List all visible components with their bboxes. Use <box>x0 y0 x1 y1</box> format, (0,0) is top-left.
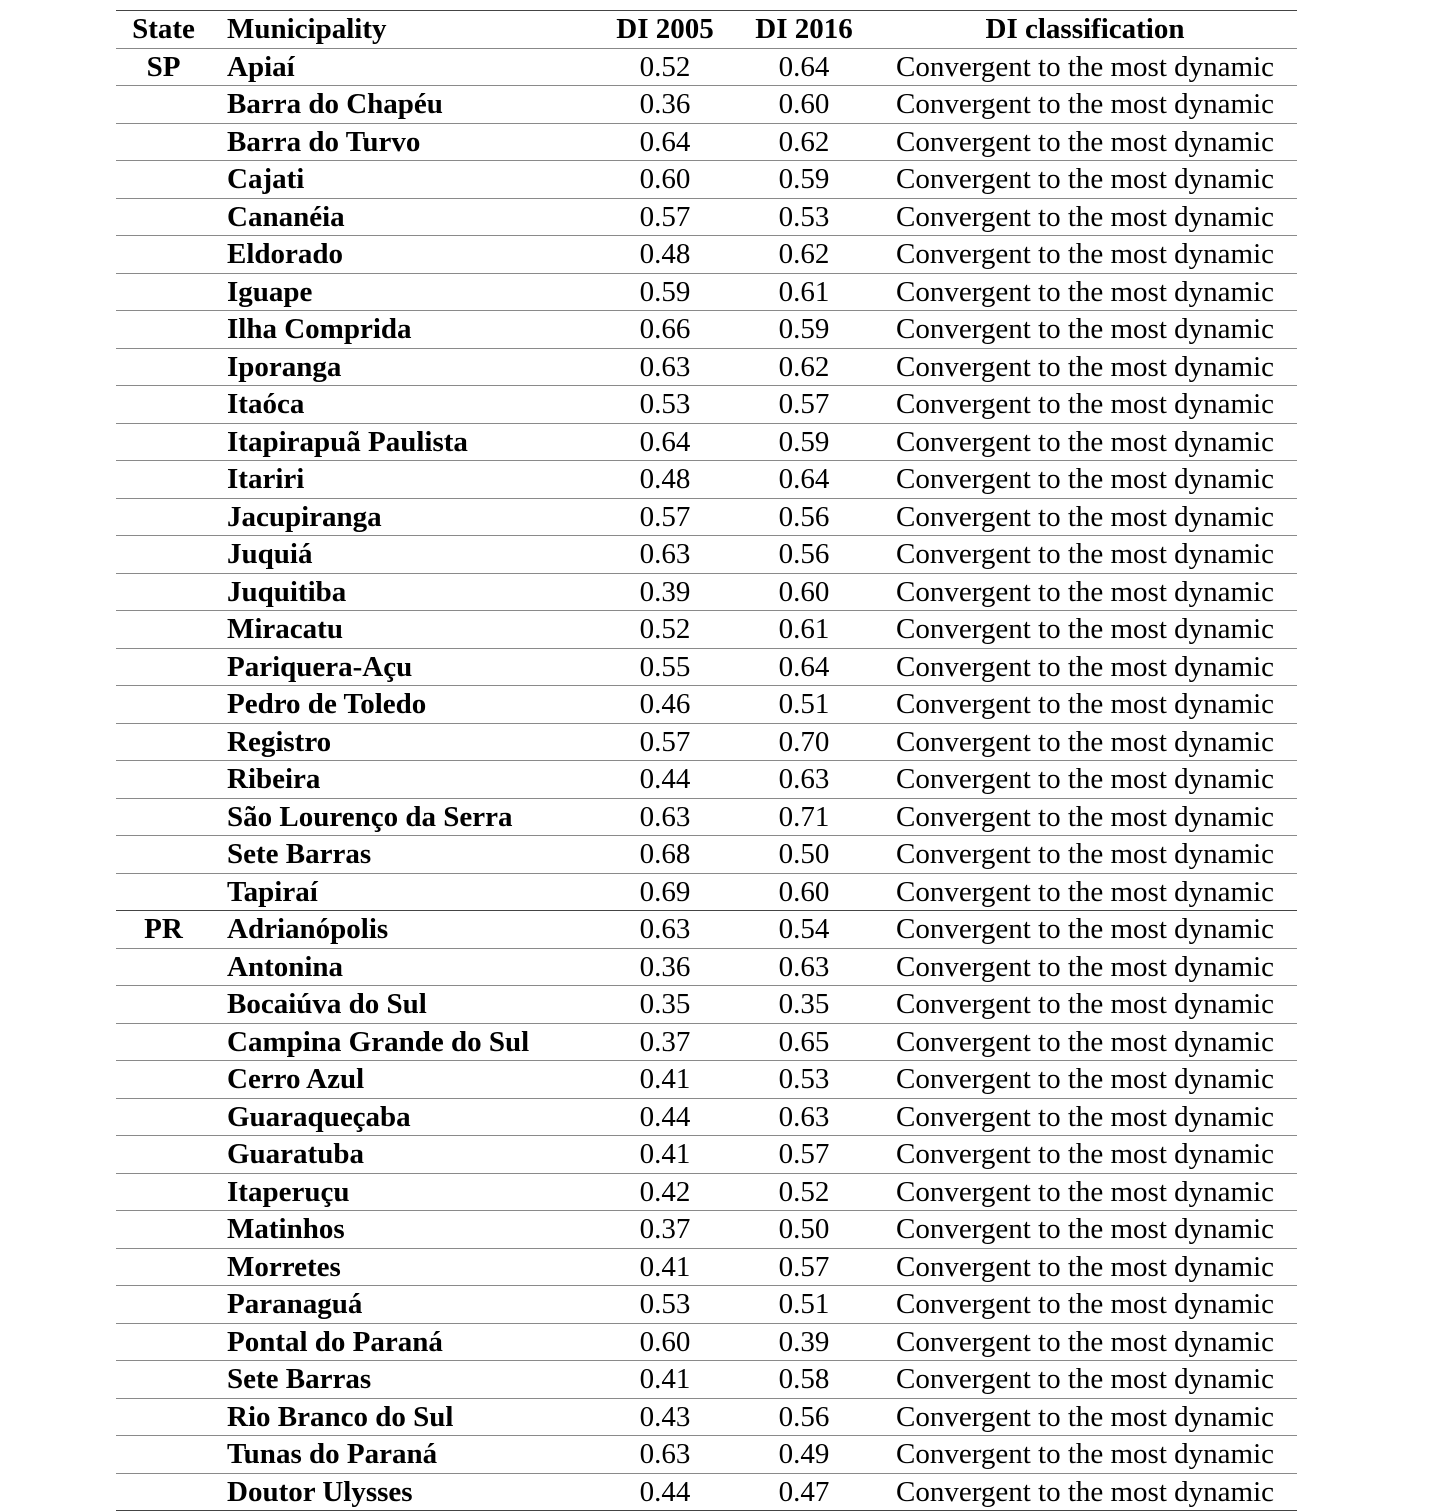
di-2005-cell: 0.41 <box>639 1138 691 1171</box>
di-2016-cell: 0.62 <box>778 350 830 383</box>
di-2005-cell: 0.53 <box>639 1288 691 1321</box>
di-2016-cell: 0.60 <box>778 88 830 121</box>
di-2005-cell: 0.69 <box>639 875 691 908</box>
municipality-cell: Cananéia <box>227 200 345 233</box>
table-row <box>116 1361 1297 1399</box>
header-municipality: Municipality <box>227 13 387 46</box>
table-row <box>116 1173 1297 1211</box>
table-row <box>116 873 1297 911</box>
di-2005-cell: 0.44 <box>639 1100 691 1133</box>
di-2005-cell: 0.63 <box>639 913 691 946</box>
municipality-cell: Cerro Azul <box>227 1063 365 1096</box>
state-cell <box>116 648 211 686</box>
municipality-cell: Barra do Turvo <box>227 125 421 158</box>
state-cell <box>116 1398 211 1436</box>
municipality-cell: Guaraqueçaba <box>227 1100 411 1133</box>
municipality-cell: Sete Barras <box>227 838 372 871</box>
table-row <box>116 236 1297 274</box>
state-cell <box>116 836 211 874</box>
di-classification-cell: Convergent to the most dynamic <box>895 388 1275 421</box>
di-2005-cell: 0.43 <box>639 1400 691 1433</box>
di-2016-cell: 0.71 <box>778 800 830 833</box>
di-2016-cell: 0.59 <box>778 163 830 196</box>
di-2016-cell: 0.54 <box>778 913 830 946</box>
di-2005-cell: 0.60 <box>639 163 691 196</box>
di-2005-cell: 0.63 <box>639 800 691 833</box>
di-classification-cell: Convergent to the most dynamic <box>895 1213 1275 1246</box>
di-2005-cell: 0.68 <box>639 838 691 871</box>
di-2016-cell: 0.62 <box>778 238 830 271</box>
table-row <box>116 1286 1297 1324</box>
header-di-2005: DI 2005 <box>616 13 714 46</box>
municipality-cell: Matinhos <box>227 1213 345 1246</box>
municipality-cell: Antonina <box>227 950 344 983</box>
state-cell <box>116 123 211 161</box>
table-row <box>116 386 1297 424</box>
di-2005-cell: 0.35 <box>639 988 691 1021</box>
di-classification-cell: Convergent to the most dynamic <box>895 913 1275 946</box>
table-body-pr <box>116 911 1297 1511</box>
di-2005-cell: 0.63 <box>639 538 691 571</box>
municipality-cell: Ilha Comprida <box>227 313 412 346</box>
di-classification-cell: Convergent to the most dynamic <box>895 763 1275 796</box>
di-2016-cell: 0.64 <box>778 50 830 83</box>
di-2005-cell: 0.57 <box>639 200 691 233</box>
di-2016-cell: 0.57 <box>778 1250 830 1283</box>
di-2016-cell: 0.58 <box>778 1363 830 1396</box>
table-row <box>116 911 1297 949</box>
state-cell <box>116 761 211 799</box>
di-2016-cell: 0.64 <box>778 463 830 496</box>
table-row <box>116 1023 1297 1061</box>
di-table <box>116 10 1297 1511</box>
di-2016-cell: 0.62 <box>778 125 830 158</box>
di-classification-cell: Convergent to the most dynamic <box>895 988 1275 1021</box>
state-cell <box>116 986 211 1024</box>
di-classification-cell: Convergent to the most dynamic <box>895 1138 1275 1171</box>
municipality-cell: Iguape <box>227 275 313 308</box>
di-classification-cell: Convergent to the most dynamic <box>895 1325 1275 1358</box>
di-2005-cell: 0.59 <box>639 275 691 308</box>
di-2016-cell: 0.65 <box>778 1025 830 1058</box>
di-2016-cell: 0.49 <box>778 1438 830 1471</box>
state-cell <box>116 198 211 236</box>
municipality-cell: Paranaguá <box>227 1288 363 1321</box>
di-classification-cell: Convergent to the most dynamic <box>895 1400 1275 1433</box>
table-row <box>116 86 1297 124</box>
table-row <box>116 836 1297 874</box>
municipality-cell: Juquiá <box>227 538 313 571</box>
state-cell <box>116 686 211 724</box>
di-classification-cell: Convergent to the most dynamic <box>895 350 1275 383</box>
di-2005-cell: 0.64 <box>639 125 691 158</box>
di-2005-cell: 0.57 <box>639 725 691 758</box>
di-2016-cell: 0.64 <box>778 650 830 683</box>
municipality-cell: Apiaí <box>227 50 295 83</box>
state-cell <box>116 948 211 986</box>
table-row <box>116 123 1297 161</box>
table-row <box>116 573 1297 611</box>
table-body-sp <box>116 48 1297 911</box>
municipality-cell: Jacupiranga <box>227 500 382 533</box>
di-classification-cell: Convergent to the most dynamic <box>895 238 1275 271</box>
municipality-cell: Miracatu <box>227 613 343 646</box>
state-cell <box>116 423 211 461</box>
state-cell <box>116 1098 211 1136</box>
di-2016-cell: 0.59 <box>778 313 830 346</box>
di-classification-cell: Convergent to the most dynamic <box>895 538 1275 571</box>
di-classification-cell: Convergent to the most dynamic <box>895 125 1275 158</box>
table-row <box>116 48 1297 86</box>
municipality-cell: Tunas do Paraná <box>227 1438 438 1471</box>
table-row <box>116 348 1297 386</box>
di-2016-cell: 0.61 <box>778 275 830 308</box>
di-2016-cell: 0.52 <box>778 1175 830 1208</box>
municipality-cell: São Lourenço da Serra <box>227 800 513 833</box>
state-cell <box>116 1023 211 1061</box>
di-classification-cell: Convergent to the most dynamic <box>895 1100 1275 1133</box>
header-di-classification: DI classification <box>985 13 1185 46</box>
state-cell <box>116 873 211 911</box>
table-row <box>116 1098 1297 1136</box>
table-row <box>116 798 1297 836</box>
di-2005-cell: 0.42 <box>639 1175 691 1208</box>
municipality-cell: Rio Branco do Sul <box>227 1400 454 1433</box>
table-row <box>116 161 1297 199</box>
state-cell <box>116 86 211 124</box>
di-2016-cell: 0.50 <box>778 838 830 871</box>
di-2005-cell: 0.41 <box>639 1063 691 1096</box>
di-2005-cell: 0.52 <box>639 613 691 646</box>
state-cell <box>116 536 211 574</box>
di-classification-cell: Convergent to the most dynamic <box>895 425 1275 458</box>
di-classification-cell: Convergent to the most dynamic <box>895 1063 1275 1096</box>
di-2005-cell: 0.37 <box>639 1025 691 1058</box>
di-classification-cell: Convergent to the most dynamic <box>895 838 1275 871</box>
municipality-cell: Morretes <box>227 1250 341 1283</box>
state-cell <box>116 498 211 536</box>
state-cell <box>116 236 211 274</box>
di-classification-cell: Convergent to the most dynamic <box>895 950 1275 983</box>
municipality-cell: Juquitiba <box>227 575 347 608</box>
di-classification-cell: Convergent to the most dynamic <box>895 500 1275 533</box>
di-2016-cell: 0.56 <box>778 1400 830 1433</box>
table-row <box>116 1211 1297 1249</box>
municipality-cell: Cajati <box>227 163 305 196</box>
state-cell <box>116 611 211 649</box>
municipality-cell: Guaratuba <box>227 1138 364 1171</box>
state-cell <box>116 1061 211 1099</box>
di-2005-cell: 0.63 <box>639 1438 691 1471</box>
di-2005-cell: 0.57 <box>639 500 691 533</box>
municipality-cell: Tapiraí <box>227 875 318 908</box>
di-2005-cell: 0.53 <box>639 388 691 421</box>
state-cell <box>116 273 211 311</box>
state-cell <box>116 1473 211 1511</box>
state-cell <box>116 311 211 349</box>
table-row <box>116 311 1297 349</box>
table-row <box>116 1136 1297 1174</box>
state-cell <box>116 1436 211 1474</box>
municipality-cell: Iporanga <box>227 350 342 383</box>
di-classification-cell: Convergent to the most dynamic <box>895 1025 1275 1058</box>
di-classification-cell: Convergent to the most dynamic <box>895 1475 1275 1508</box>
table-row <box>116 1061 1297 1099</box>
municipality-cell: Bocaiúva do Sul <box>227 988 427 1021</box>
header-state: State <box>132 13 195 46</box>
municipality-cell: Doutor Ulysses <box>227 1475 413 1508</box>
di-2016-cell: 0.60 <box>778 575 830 608</box>
municipality-cell: Pedro de Toledo <box>227 688 427 721</box>
municipality-cell: Pariquera-Açu <box>227 650 413 683</box>
di-2005-cell: 0.48 <box>639 463 691 496</box>
di-classification-cell: Convergent to the most dynamic <box>895 1363 1275 1396</box>
di-2016-cell: 0.39 <box>778 1325 830 1358</box>
di-2016-cell: 0.63 <box>778 763 830 796</box>
state-cell <box>116 161 211 199</box>
state-cell <box>116 386 211 424</box>
table-row <box>116 1398 1297 1436</box>
municipality-cell: Campina Grande do Sul <box>227 1025 530 1058</box>
municipality-cell: Adrianópolis <box>227 913 389 946</box>
table-header <box>116 11 1297 49</box>
di-2005-cell: 0.48 <box>639 238 691 271</box>
di-2016-cell: 0.57 <box>778 1138 830 1171</box>
municipality-cell: Itariri <box>227 463 305 496</box>
municipality-cell: Sete Barras <box>227 1363 372 1396</box>
table-row <box>116 198 1297 236</box>
di-classification-cell: Convergent to the most dynamic <box>895 875 1275 908</box>
di-classification-cell: Convergent to the most dynamic <box>895 1250 1275 1283</box>
di-2016-cell: 0.63 <box>778 950 830 983</box>
di-classification-cell: Convergent to the most dynamic <box>895 50 1275 83</box>
di-2016-cell: 0.35 <box>778 988 830 1021</box>
municipality-cell: Pontal do Paraná <box>227 1325 443 1358</box>
municipality-cell: Itaperuçu <box>227 1175 350 1208</box>
state-cell <box>116 1136 211 1174</box>
municipality-cell: Registro <box>227 725 332 758</box>
di-classification-cell: Convergent to the most dynamic <box>895 313 1275 346</box>
di-classification-cell: Convergent to the most dynamic <box>895 725 1275 758</box>
di-2005-cell: 0.41 <box>639 1250 691 1283</box>
table-row <box>116 1473 1297 1511</box>
di-classification-cell: Convergent to the most dynamic <box>895 463 1275 496</box>
di-2005-cell: 0.36 <box>639 950 691 983</box>
di-classification-cell: Convergent to the most dynamic <box>895 163 1275 196</box>
state-cell <box>116 348 211 386</box>
di-classification-cell: Convergent to the most dynamic <box>895 88 1275 121</box>
di-2016-cell: 0.56 <box>778 538 830 571</box>
di-2005-cell: 0.55 <box>639 650 691 683</box>
di-classification-cell: Convergent to the most dynamic <box>895 1438 1275 1471</box>
di-2016-cell: 0.57 <box>778 388 830 421</box>
di-2005-cell: 0.63 <box>639 350 691 383</box>
di-2016-cell: 0.70 <box>778 725 830 758</box>
di-2016-cell: 0.60 <box>778 875 830 908</box>
di-2016-cell: 0.53 <box>778 1063 830 1096</box>
header-di-2016: DI 2016 <box>755 13 853 46</box>
di-2016-cell: 0.63 <box>778 1100 830 1133</box>
table-row <box>116 611 1297 649</box>
di-classification-cell: Convergent to the most dynamic <box>895 688 1275 721</box>
di-2005-cell: 0.39 <box>639 575 691 608</box>
table-row <box>116 461 1297 499</box>
table-row <box>116 648 1297 686</box>
di-classification-cell: Convergent to the most dynamic <box>895 275 1275 308</box>
state-cell <box>116 1248 211 1286</box>
di-classification-cell: Convergent to the most dynamic <box>895 1288 1275 1321</box>
di-2016-cell: 0.61 <box>778 613 830 646</box>
table-row <box>116 948 1297 986</box>
state-cell <box>116 1211 211 1249</box>
table-row <box>116 536 1297 574</box>
table-row <box>116 423 1297 461</box>
di-2005-cell: 0.37 <box>639 1213 691 1246</box>
state-cell <box>116 1361 211 1399</box>
di-2005-cell: 0.60 <box>639 1325 691 1358</box>
municipality-cell: Itapirapuã Paulista <box>227 425 468 458</box>
di-classification-cell: Convergent to the most dynamic <box>895 575 1275 608</box>
state-cell <box>116 1286 211 1324</box>
municipality-cell: Barra do Chapéu <box>227 88 443 121</box>
table-row <box>116 1436 1297 1474</box>
table-row <box>116 498 1297 536</box>
table-row <box>116 273 1297 311</box>
state-cell: PR <box>144 913 183 945</box>
di-2005-cell: 0.64 <box>639 425 691 458</box>
state-cell <box>116 1323 211 1361</box>
state-cell <box>116 723 211 761</box>
di-classification-cell: Convergent to the most dynamic <box>895 800 1275 833</box>
di-2016-cell: 0.59 <box>778 425 830 458</box>
di-2005-cell: 0.41 <box>639 1363 691 1396</box>
state-cell <box>116 461 211 499</box>
di-2016-cell: 0.50 <box>778 1213 830 1246</box>
di-2005-cell: 0.36 <box>639 88 691 121</box>
di-2016-cell: 0.51 <box>778 688 830 721</box>
di-2016-cell: 0.47 <box>778 1475 830 1508</box>
di-2005-cell: 0.44 <box>639 763 691 796</box>
di-2005-cell: 0.52 <box>639 50 691 83</box>
state-cell <box>116 798 211 836</box>
di-classification-cell: Convergent to the most dynamic <box>895 613 1275 646</box>
state-cell <box>116 1173 211 1211</box>
di-2016-cell: 0.53 <box>778 200 830 233</box>
di-2005-cell: 0.44 <box>639 1475 691 1508</box>
di-2005-cell: 0.46 <box>639 688 691 721</box>
municipality-cell: Ribeira <box>227 763 321 796</box>
table-row <box>116 686 1297 724</box>
di-2016-cell: 0.56 <box>778 500 830 533</box>
table-row <box>116 723 1297 761</box>
di-2005-cell: 0.66 <box>639 313 691 346</box>
table-row <box>116 986 1297 1024</box>
header-row <box>116 11 1297 49</box>
municipality-cell: Itaóca <box>227 388 305 421</box>
di-classification-cell: Convergent to the most dynamic <box>895 1175 1275 1208</box>
table-row <box>116 1323 1297 1361</box>
municipality-cell: Eldorado <box>227 238 344 271</box>
state-cell <box>116 573 211 611</box>
di-classification-cell: Convergent to the most dynamic <box>895 200 1275 233</box>
di-classification-cell: Convergent to the most dynamic <box>895 650 1275 683</box>
table-row <box>116 1248 1297 1286</box>
table-row <box>116 761 1297 799</box>
state-cell: SP <box>146 50 181 83</box>
di-2016-cell: 0.51 <box>778 1288 830 1321</box>
